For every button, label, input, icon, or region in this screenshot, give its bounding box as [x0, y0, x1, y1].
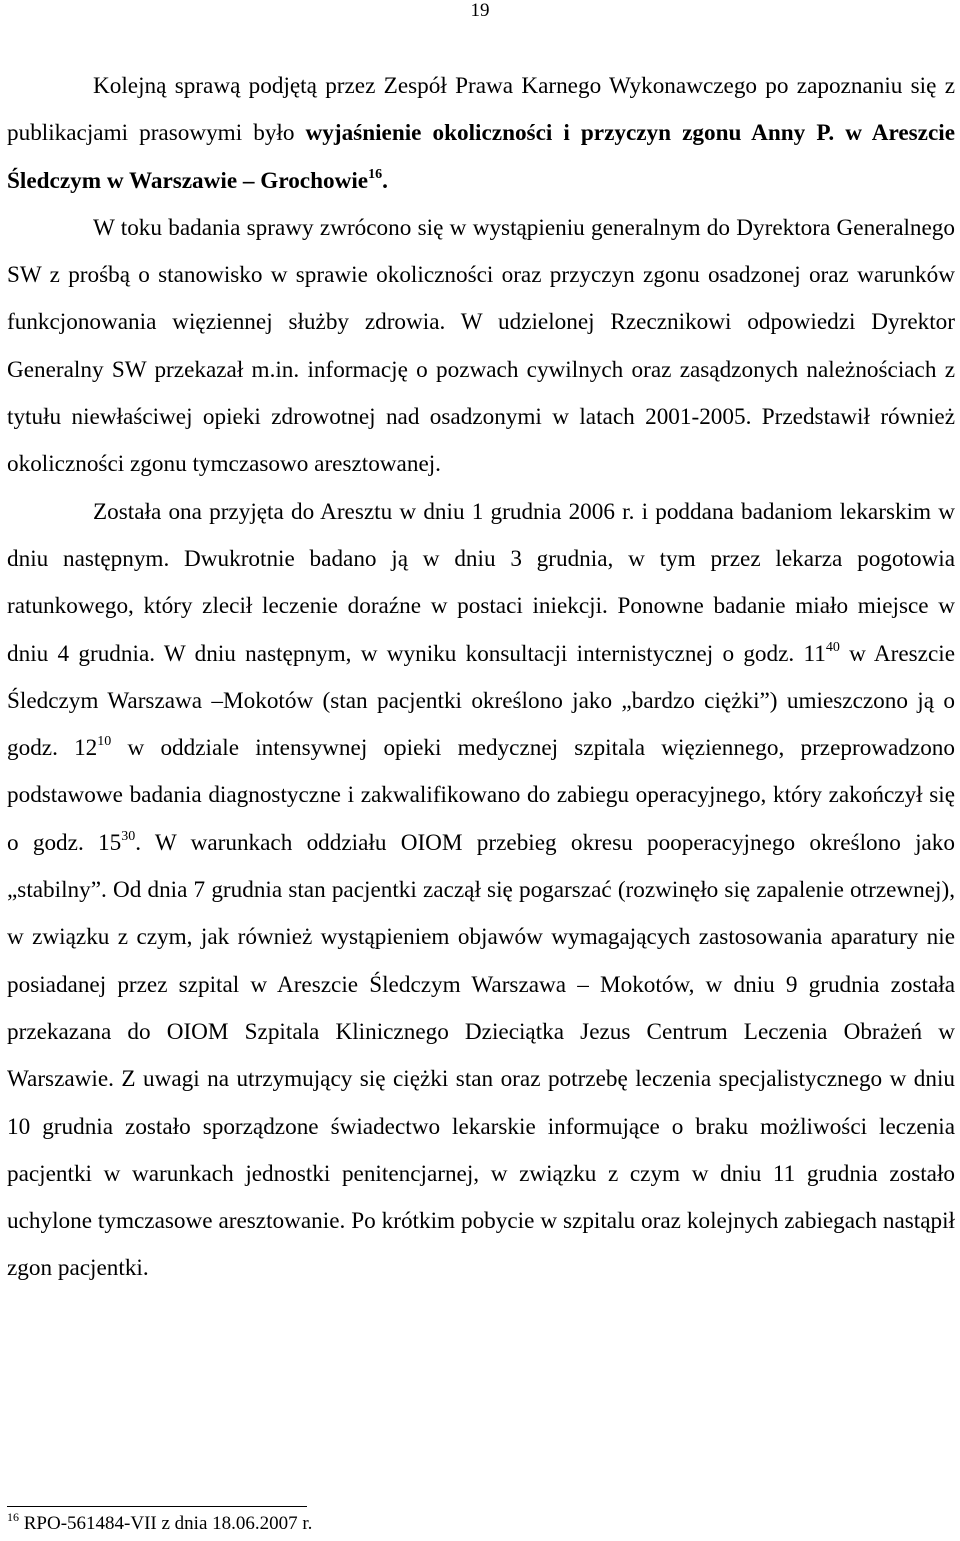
paragraph-2: W toku badania sprawy zwrócono się w wystąpieniu generalnym do Dyrektora Generalnego SW z prośbą o stanowisko w sprawie okoliczności oraz przyczyn zgonu osadzonej oraz warunków funkcjonowania więziennej służby zdrowia. W udzielonej Rzecznikowi odpowiedzi Dyrektor Generalny SW przekazał m.in. informację o pozwach cywilnych oraz zasądzonych należnościach z tytułu niewłaściwej opieki zdrowotnej nad osadzonymi w latach 2001-2005. Przedstawił również okoliczności zgonu tymczasowo aresztowanej.: [7, 214, 955, 478]
paragraph-1-end: .: [382, 167, 388, 194]
body-text: [7, 63, 955, 1293]
time-superscript-1: 40: [825, 639, 840, 655]
paragraph-3-text-1: Została ona przyjęta do Aresztu w dniu 1 grudnia 2006 r. i poddana badaniom lekarskim w dniu następnym. Dwukrotnie badano ją w dniu 3 grudnia, w tym przez lekarza pogotowia ratunkowego, który zlecił leczenie doraźne w postaci iniekcji. Ponowne badanie miało miejsce w dniu 4 grudnia. W dniu następnym, w wyniku konsultacji internistycznej o godz. 11: [7, 498, 955, 667]
footnote-divider: [7, 1506, 307, 1507]
footnote-text: RPO-561484-VII z dnia 18.06.2007 r.: [19, 1513, 313, 1534]
footnote-reference[interactable]: 16: [368, 166, 383, 182]
paragraph-3-text-4: . W warunkach oddziału OIOM przebieg okresu pooperacyjnego określono jako „stabilny”. Od dnia 7 grudnia stan pacjentki zaczął się pogarszać (rozwinęło się zapalenie otrzewnej), w związku z czym, jak również wystąpieniem objawów wymagających zastosowania aparatury nie posiadanej przez szpital w Areszcie Śledczym Warszawa – Mokotów, w dniu 9 grudnia została przekazana do OIOM Szpitala Klinicznego Dzieciątka Jezus Centrum Leczenia Obrażeń w Warszawie. Z uwagi na utrzymujący się ciężki stan oraz potrzebę leczenia specjalistycznego w dniu 10 grudnia zostało sporządzone świadectwo lekarskie informujące o braku możliwości leczenia pacjentki w warunkach jednostki penitencjarnej, w związku z czym w dniu 11 grudnia zostało uchylone tymczasowe aresztowanie. Po krótkim pobycie w szpitalu oraz kolejnych zabiegach nastąpił zgon pacjentki.: [7, 829, 955, 1282]
time-superscript-2: 10: [97, 734, 112, 750]
paragraph-3-text-3: w oddziale intensywnej opieki medycznej szpitala więziennego, przeprowadzono podstawowe badania diagnostyczne i zakwalifikowano do zabiegu operacyjnego, który zakończył się o godz. 15: [7, 735, 955, 856]
paragraph-1: [7, 63, 955, 205]
paragraph-1-bold-text: wyjaśnienie okoliczności i przyczyn zgonu Anny P. w Areszcie Śledczym w Warszawie – Grochowie: [7, 120, 955, 194]
paragraph-1-text: Kolejną sprawą podjętą przez Zespół Prawa Karnego Wykonawczego po zapoznaniu się z publikacjami prasowymi było: [7, 73, 955, 147]
footnote-marker: 16: [7, 1509, 19, 1524]
time-superscript-3: 30: [121, 829, 136, 845]
page-number: 19: [470, 0, 490, 21]
footnote: [7, 1509, 313, 1536]
paragraph-3: [7, 489, 955, 1293]
paragraph-3-text-2: w Areszcie Śledczym Warszawa –Mokotów (stan pacjentki określono jako „bardzo ciężki”) umieszczono ją o godz. 12: [7, 640, 955, 762]
